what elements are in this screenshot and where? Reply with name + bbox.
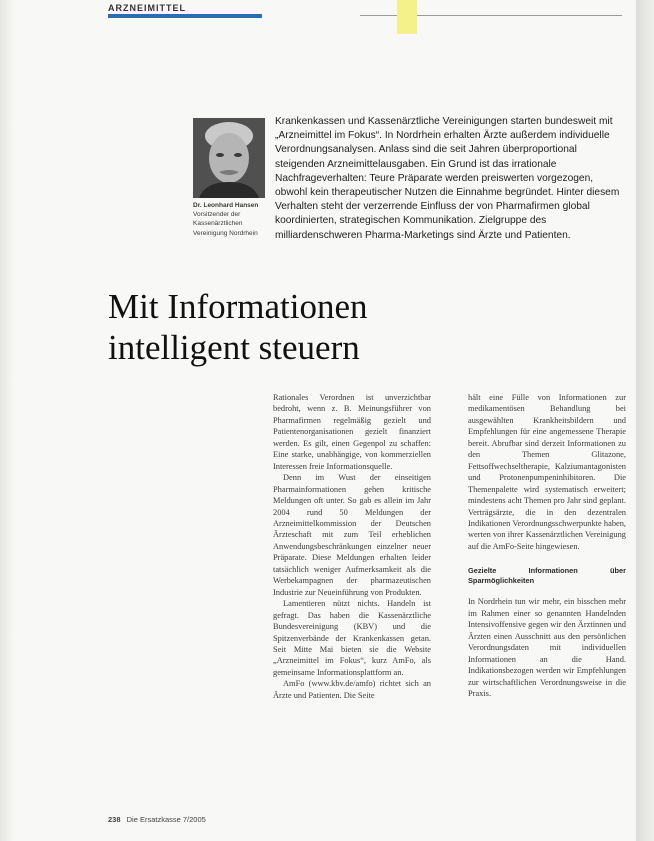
caption-role: Vorsitzender der Kassenärztlichen Vereinigung Nordrhein [193, 211, 258, 237]
caption-name: Dr. Leonhard Hansen [193, 202, 259, 209]
body-paragraph: AmFo (www.kbv.de/amfo) richtet sich an Ärzte und Patienten. Die Seite [273, 679, 431, 700]
intro-paragraph: Krankenkassen und Kassenärztliche Vereinigungen starten bundesweit mit „Arzneimittel im Fokus“. In Nordrhein erhalten Ärzte außerdem individuelle Verordnungsanalysen. Anlass sind die seit Jahren überproportional steigenden Arzneimittelausgaben. Ein Grund ist das irrationale Nachfrageverhalten: Teure Präparate werden preiswerten vorgezogen, obwohl kein therapeutischer Nutzen die Einnahme begründet. Hinter diesem Verhalten steht der verzerrende Einfluss der von Pharmafirmen global koordinierten, strategischen Kommunikation. Zielgruppe des milliardenschweren Pharma-Marketings sind Ärzte und Patienten. [275, 116, 620, 241]
portrait-photo [193, 118, 265, 198]
body-paragraph: Denn im Wust der einseitigen Pharmainformationen gehen kritische Meldungen oft unter. So gab es allein im Jahr 2004 rund 50 Meldungen der Arzneimittelkommission der Deutschen Ärzteschaft mit zum Teil erheblichen Anwendungsbeschränkungen einzelner neuer Präparate. Diese Meldungen erhalten leider tatsächlich weniger Aufmerksamkeit als die Werbekampagnen der pharmazeutischen Industrie zur Neueinführung von Produkten. [273, 473, 431, 597]
body-paragraph: hält eine Fülle von Informationen zur medikamentösen Behandlung bei ausgewählten Krankheitsbildern und Empfehlungen für eine angemessene Therapie bereit. Abrufbar sind derzeit Informationen zu den Themen Glitazone, Fettsoffwechseltherapie, Kalziumantagonisten und Protonenpumpeninhibitoren. Die Themenpalette wird systematisch erweitert; mindestens acht Themen pro Jahr sind geplant. Verträgsärzte, die in den dezentralen Indikationen Verordnungsschwerpunkte haben, werten von ihrer Kassenärztlichen Vereinigung auf die AmFo-Seite hingewiesen. [468, 393, 626, 551]
body-column-left [273, 392, 431, 701]
headline-line-1: Mit Informationen [108, 287, 368, 326]
photo-caption [193, 201, 267, 238]
publication-name: Die Ersatzkasse 7/2005 [126, 815, 206, 824]
section-label: ARZNEIMITTEL [108, 3, 186, 13]
section-subheading: Gezielte Informationen über Sparmöglichkeiten [468, 566, 626, 586]
body-paragraph: Rationales Verordnen ist unverzichtbar bedroht, wenn z. B. Meinungsführer von Pharmafirmen regelmäßig gezielt und Patientenorganisationen gezielt finanziert werden. Es gilt, einen Gegenpol zu schaffen: Eine starke, unabhängige, von kommerziellen Interessen freie Informationsquelle. [273, 393, 431, 471]
page-gutter-shade [0, 0, 14, 841]
body-paragraph: Lamentieren nützt nichts. Handeln ist gefragt. Das haben die Kassenärztliche Bundesvereinigung (KBV) und die Spitzenverbände der Krankenkassen getan. Seit Mitte Mai bieten sie die Website „Arzneimittel im Fokus“, kurz AmFo, als gemeinsame Informationsplattform an. [273, 599, 431, 677]
section-accent-rule [108, 14, 262, 18]
sticky-note [397, 0, 417, 34]
headline-line-2: intelligent steuern [108, 328, 360, 367]
page-number: 238 [108, 815, 121, 824]
article-headline [108, 286, 508, 368]
body-column-right [468, 392, 626, 699]
page-edge-shadow [636, 0, 654, 841]
body-paragraph: In Nordrhein tun wir mehr, ein bisschen mehr im Rahmen einer so genannten Handelnden Intensivoffensive gegen wir den Ärztinnen und Ärzten einen Ausschnitt aus den persönlichen Verordnungsdaten mit individuellen Informationen an die Hand. Indikationsbezogen werden wir Empfehlungen zur wirtschaftlichen Verordnungsweise in die Praxis. [468, 597, 626, 698]
page-footer [108, 815, 206, 824]
